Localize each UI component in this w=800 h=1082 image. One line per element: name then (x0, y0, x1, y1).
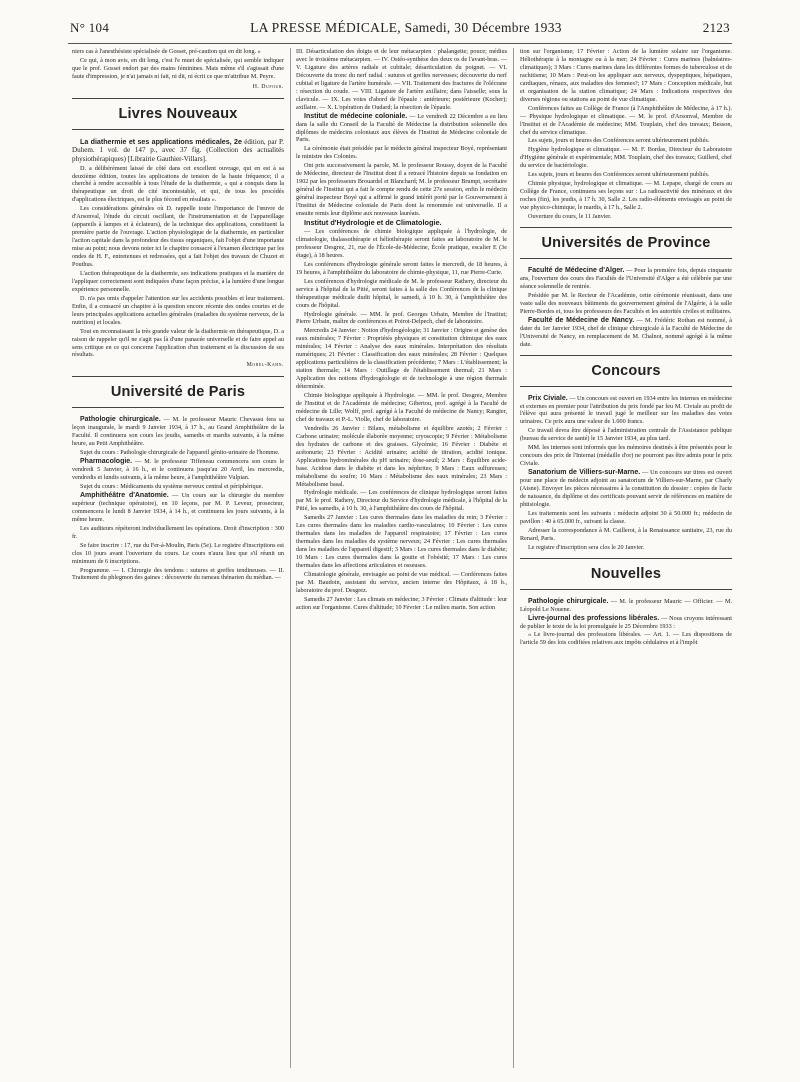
section-heading-paris: Université de Paris (72, 376, 284, 408)
masthead-title: LA PRESSE MÉDICALE, Samedi, 30 Décembre 1933 (250, 20, 562, 35)
header-rule (68, 43, 732, 44)
item-heading: Pathologie chirurgicale. (80, 416, 161, 424)
news-item (520, 317, 732, 349)
news-paragraph: La cérémonie était présidée par le médecin général inspecteur Boyé, représentant le ministre des Colonies. (296, 145, 507, 161)
news-item (72, 567, 284, 583)
item-heading: Livre-journal des professions libérales. (528, 614, 660, 622)
news-item (72, 416, 284, 448)
news-paragraph: Conférences faites au Collège de France (à l'Amphithéâtre de Médecine, à 17 h.). — Physique hydrologique et climatique. — M. le prof. d'Arsonval, Membre de l'Institut et de l'Académie de médecine; MM. Touplain, chef des travaux; Besson, chef du service climatique. (520, 104, 732, 136)
review-paragraph: Tout en reconnaissant la très grande valeur de la diathermie en thérapeutique, D. a raison de rappeler qu'il ne s'agit pas là d'une panacée universelle et de faire appel au sens critique en ce qui concerne l'application d'un traitement et la discussion de ses résultats. (72, 327, 284, 359)
news-item (520, 615, 732, 631)
section-heading-concours: Concours (520, 355, 732, 387)
item-text: — Un cours sur la chirurgie du membre supérieur (technique opératoire), en 10 leçons, par M. P. Leveur, prosecteur, commencera le lundi 8 Janvier 1934, à 14 h., et continuera les jours suivants, à la même heure. (72, 491, 284, 523)
news-item (520, 469, 732, 509)
item-text: — M. le professeur Mauric Chevassu fera sa leçon inaugurale, le mardi 9 Janvier 1934, à 17 h., au Grand Amphithéâtre de la Faculté. Il continuera son cours les jeudis, samedis et mardis suivants, à la même heure, au Petit Amphithéâtre. (72, 416, 284, 448)
item-text: — Nous croyons intéressant de publier le texte de la loi promulguée le 25 Décembre 1933 : (520, 614, 732, 630)
review-paragraph: Les considérations générales où D. rappelle toute l'importance de l'œuvre de d'Arsonval, l'étude du circuit oscillant, de l'instrumentation et de l'appareillage (appareils à lampes et à éclateurs), de la technique des applications, constituent la première partie de l'ouvrage. L'action physiologique de la diathermie, en particulier l'action capitale dans la profondeur des tissus organiques, fait l'objet d'une importante mise au point; nous devons noter ici le chapitre consacré à l'examen électrique par les ondes de H. F., entretenues et redressées, qui a fait l'objet des travaux de Chuzet et Pouthus. (72, 205, 284, 268)
news-item (520, 598, 732, 614)
column-3 (520, 48, 732, 1073)
news-paragraph: — Les conférences de chimie biologique appliquée à l'hydrologie, de climatologie, thalassothérapie et héliothérapie seront faites au laboratoire de M. le professeur Desgrez, 21, rue de l'École-de-Médecine, École pratique, escalier E (3e étage), à 18 heures. (296, 227, 507, 259)
item-text: — Un concours sur titres est ouvert pour une place de médecin adjoint au sanatorium de Villiers-sur-Marne, par Charly (Aisne). Envoyer les pièces nécessaires à la constitution du dossier : copies de l'acte de naissance, du diplôme et des certificats pouvant servir de références en matière de phtisiologie. (520, 469, 732, 508)
news-paragraph: Chimie physique, hydrologique et climatique. — M. Lepape, chargé de cours au Collège de France, continuera ses leçons sur : La radioactivité des minéraux et des roches (fin), les jeudis, à 17 h. 30, Salle 2. Les radio-éléments envisagés au point de vue physico-chimique, le mardis, à 17 h., Salle 2. (520, 180, 732, 212)
item-heading: Faculté de Médecine de Nancy. (528, 316, 635, 324)
item-heading: Pathologie chirurgicale. (528, 597, 609, 605)
book-info: édition, par P. Duhem. 1 vol. de 147 p., avec 37 fig. (Collection des actualités physiothérapiques) [Librairie Gauthier-Villars]. (72, 137, 284, 163)
page-number: 2123 (702, 20, 730, 35)
news-paragraph: Samedis 27 Janvier : Les cures thermales dans les maladies du rein; 3 Février : Les cures thermales dans les maladies cardio-vasculaires; 10 Février : Les cures thermales dans les maladies de l'appareil respiratoire; 17 Février : Les cures thermales dans les maladies du système nerveux; 24 Février : Les cures thermales dans les maladies de l'appareil digestif; 3 Mars : Les cures thermales dans le diabète; 10 Mars : Les cures thermales dans la goutte et l'obésité; 17 Mars : Les cures thermales dans les affections articulaires et osseuses. (296, 514, 507, 570)
column-2 (296, 48, 507, 1073)
column-separator (290, 48, 291, 1068)
news-item (72, 483, 284, 491)
item-heading: Prix Civiale. (528, 394, 568, 402)
section-heading-province: Universités de Province (520, 227, 732, 259)
item-text: — M. le professeur Tiffeneau commencera son cours le vendredi 5 Janvier, à 16 h., et le continuera jusqu'au 20 Avril, les mercredis, vendredis et lundis suivants, à la même heure, à l'amphithéâtre Vulpian. (72, 458, 284, 482)
news-paragraph: Les conférences d'hydrologie générale seront faites le mercredi, de 18 heures, à 19 heures, à l'amphithéâtre du laboratoire de chimie-physique, 11, rue Pierre-Curie. (296, 260, 507, 276)
news-paragraph: Présidée par M. le Recteur de l'Académie, cette cérémonie réunissait, dans une vaste salle des nouveaux bâtiments du gouvernement général de l'Algérie, à la salle Pierre-Bordes et, tous les professeurs des Facultés et les autorités civiles et militaires. (520, 291, 732, 315)
news-paragraph: Ont pris successivement la parole, M. le professeur Roussy, doyen de la Faculté de Médecine, directeur de l'Institut dont il a retracé l'histoire depuis sa fondation en 1902 par les professeurs Brouardel et Blanchard; M. le professeur Brumpt, secrétaire général de l'Institut qui a fait le compte rendu de cette 27e session, enfin le médecin général inspecteur Boyé qui a affirmé le grand intérêt porté par le Gouvernement à l'Institut de Médecine coloniale de Paris dont la renommée est universelle. Il a ensuite remis leur diplôme aux nouveaux lauréats. (296, 162, 507, 218)
news-paragraph: Les traitements sont les suivants : médecin adjoint 30 à 50.000 fr.; médecin de pavillon : 40 à 65.000 fr., suivant la classe. (520, 509, 732, 525)
signature: H. Dufour. (252, 83, 284, 90)
book-title-text: La diathermie et ses applications médicales, 2e (80, 137, 242, 146)
section-heading-livres: Livres Nouveaux (72, 98, 284, 130)
item-text: — M. Frédéric Rothan est nommé, à dater du 1er Janvier 1934, chef de clinique chirurgicale à la Faculté de Médecine de l'Université de Nancy, en remplacement de M. Chalnot, nommé agrégé à la même date. (520, 316, 732, 348)
item-heading: Sanatorium de Villiers-sur-Marne. (528, 469, 641, 477)
continued-paragraph: tion sur l'organisme; 17 Février : Action de la lumière solaire sur l'organisme. Héliothérapie à la montagne ou à la mer; 24 Février : Cures marines (balnéaires-climatiques); 3 Mars : Cures marines dans les différentes formes de tuberculose et de rachitisme; 10 Mars : Peut-on les appliquer aux nerveux, dyspeptiques, hépatiques, cardiaques, rénaux, aux maladies des femmes?; 17 Mars : Conception médicale, but et organisation de la station climatique; 24 Mars : Indications respectives des diverses régions ou stations au point de vue climatique. (520, 48, 732, 103)
news-item (72, 525, 284, 541)
continued-paragraph: III. Désarticulation des doigts et de leur métacarpien : phalangette; pouce; médius avec le troisième métacarpien. — IV. Ostéo-synthèse des deux os de l'avant-bras. — V. Ligature des artères radiale et cubitale; désarticulation du poignet. — VI. Découverte du tronc du nerf radial : sutures et greffes nerveuses; découverte du nerf cubital et ligature de l'artère humérale. — VII. Traitement des fractures de l'olécrane : résection du coude. — VIII. Ligature de l'artère axillaire; dans l'aisselle; sous la clavicule. — IX. Les voies d'abord de l'épaule : antérieure; postérieure (Kocher); axillaire. — X. L'opération de Oudard; la résection de l'épaule. (296, 48, 507, 111)
news-paragraph: Les sujets, jours et heures des Conférences seront ultérieurement publiés. (528, 137, 710, 145)
review-paragraph: D. n'a pas omis d'appeler l'attention sur les accidents possibles et leur traitement. Enfin, il a consacré un chapitre à la question encore récente des ondes courtes et de leurs principales applications actuelles générales (maladies du système nerveux, de la nutrition) et locales. (72, 294, 284, 326)
news-item (72, 492, 284, 524)
news-paragraph: Mercredis 24 Janvier : Notion d'hydrogéologie; 31 Janvier : Origine et genèse des eaux minérales; 7 Février : Propriétés physiques et constitution chimique des eaux minérales; 14 Février : Analyse des eaux minérales. Interprétation des résultats numériques; 21 Février : Classification des eaux minérales; 28 Février : Quelques applications particulières de la classification précédente; 7 Mars : L'établissement; la station thermale; 14 Mars : Outillage de l'établissement thermal; 21 Mars : Application des notions d'hydrogéologie et de technologie à une région thermale déterminée. (296, 327, 507, 391)
issue-number: N° 104 (70, 20, 110, 35)
news-paragraph: Hygiène hydrologique et climatique. — M. F. Bordas, Directeur du Laboratoire d'Hygiène générale et expérimentale; MM. Touplain, chef des travaux; Guillerd, chef du service de bactériologie. (520, 146, 732, 170)
news-paragraph: Ce travail devra être déposé à l'administration centrale de l'Assistance publique (bureau du service de santé) le 15 Janvier 1934, au plus tard. (520, 427, 732, 443)
item-text: — Un concours est ouvert en 1934 entre les internes en médecine et externes en premier pour l'attribution du prix fondé par feu M. Civiale au profit de l'élève qui aura présenté le travail jugé le meilleur sur les maladies des voies urinaires. Ce prix aura une valeur de 1.000 francs. (520, 394, 732, 426)
news-item (72, 542, 284, 566)
news-paragraph: Les conférences d'hydrologie médicale de M. le professeur Rathery, directeur du service à l'hôpital de la Pitié, seront faites à la salle des Conférences de la clinique thérapeutique médicale dudit hôpital, le samedi, à 10 h. 30, à l'amphithéâtre des cours de l'hôpital. (296, 277, 507, 309)
book-title (72, 138, 284, 164)
news-paragraph: Le registre d'inscription sera clos le 20 Janvier. (528, 543, 645, 551)
news-paragraph: Vendredis 26 Janvier : Bilans, métabolisme et équilibre azotés; 2 Février : Carbone urinaire; molécule élaborée moyenne; cryoscopie; 9 Février : Métabolisme des hydrates de carbone et des graisses. Glycémie; 16 Février : Diabète et acétonurie; 23 Février : Acidité urinaire; acidité de titration, acidité ionique. Applications hydrominérales du pH urinaire; dose-seuil; 2 Mars : Équilibre acide-base. Acidose dans le diabète et dans les néphrites; 9 Mars : Eaux sulfureuses; métabolisme du soufre; 16 Mars : Métabolisme des eaux minérales; 23 Mars : Métabolisme basal. (296, 424, 507, 488)
item-text: Sujet du cours : Pathologie chirurgicale de l'appareil génito-urinaire de l'homme. (80, 449, 280, 457)
news-paragraph: Samedis 27 Janvier : Les climats en médecine; 3 Février : Climats d'altitude : leur action sur l'organisme. Cures d'altitude; 10 Février : Le milieu marin. Son action (296, 595, 507, 611)
review-paragraph: L'action thérapeutique de la diathermie, ses indications pratiques et la manière de l'appliquer correctement sont indiquées d'une façon précise, à la lumière d'une longue expérience personnelle. (72, 269, 284, 293)
news-paragraph: Climatologie générale, envisagée au point de vue médical. — Conférences faites par M. Baudoin, assistant du service, ancien interne des Hôpitaux, à 18 h., laboratoire du prof. Desgrez. (296, 571, 507, 594)
news-paragraph: « Le livre-journal des professions libérales. — Art. 1. — Les dispositions de l'article 59 des lois codifiées relatives aux impôts cédulaires et à l'impôt (520, 631, 732, 647)
page-header (70, 20, 730, 40)
news-item (72, 449, 284, 457)
column-1 (72, 48, 284, 1073)
news-item (296, 113, 507, 145)
news-paragraph: Adresser la correspondance à M. Caillerot, à la Renaissance sanitaire, 23, rue du Renard, Paris. (520, 526, 732, 542)
column-separator (513, 48, 514, 1068)
item-text: Sujet du cours : Médicaments du système nerveux central et périphérique. (80, 483, 263, 490)
review-paragraph: D. a délibérément laissé de côté dans cet excellent ouvrage, qui en est à sa deuxième édition, toutes les applications de tension de la haute fréquence; il a cherché à rendre accessible à tous l'étude de la diathermie, « qui a conquis dans la thérapeutique un droit de cité incontestable, et qui, de tous les procédés d'applications électriques, est le plus fécond en résultats ». (72, 164, 284, 204)
item-heading: Amphithéâtre d'Anatomie. (80, 491, 169, 499)
item-text: Se faire inscrire : 17, rue du Fer-à-Moulin, Paris (5e). Le registre d'inscriptions est clos 10 jours avant l'ouverture du cours. Le cours n'aura lieu que s'il réunit un minimum de 6 inscriptions. (72, 541, 284, 565)
item-text: Programme. — I. Chirurgie des tendons : sutures et greffes tendineuses. — II. Traitement du phlegmon des gaines : découverte du rameau thénarien du médian. — (72, 566, 284, 582)
news-item (520, 267, 732, 291)
news-paragraph: Hydrologie générale. — MM. le prof. Georges Urbain, Membre de l'Institut; Pierre Urbain, maître de conférences et Poirot-Delpech, chef de laboratoire. (296, 310, 507, 326)
section-heading-nouvelles: Nouvelles (520, 558, 732, 590)
item-heading: Faculté de Médecine d'Alger. (528, 267, 625, 275)
news-paragraph: Les sujets, jours et heures des Conférences seront ultérieurement publiés. (528, 171, 710, 179)
signature: Morel-Kahn. (246, 362, 284, 369)
item-text: — M. le professeur Mauric — Officier. — M. Léopold Le Nouene. (520, 597, 732, 613)
item-heading: Pharmacologie. (80, 458, 133, 466)
item-heading: Institut de médecine coloniale. (304, 112, 408, 120)
news-item (72, 458, 284, 482)
item-text: — Le vendredi 22 Décembre a eu lieu dans la salle du Conseil de la Faculté de Médecine la distribution solennelle des diplômes de médecins coloniaux aux élèves de l'Institut de Médecine coloniale de Paris. (296, 112, 507, 144)
intro-paragraph: Ce qui, à mon avis, en dit long, c'est l'e muet de spécialisée, qui semble indiquer que le prof. Gosset endort par des mains féminines. Mais même s'il s'agissait d'une faute d'impression, je n'ai jamais ni fait, ni dit, ni écrit ce que m'attribue M. Peyre. (72, 56, 284, 80)
intro-paragraph: niers cas à l'anesthésiste spécialisée de Gosset, pré-caution qui en dit long. » (72, 48, 261, 55)
item-text: Les auditeurs répéteront individuellement les opérations. Droit d'inscription : 300 fr. (72, 524, 284, 540)
news-paragraph: Chimie biologique appliquée à l'hydrologie. — MM. le prof. Desgrez, Membre de l'Institut et de l'Académie de médecine; Gibertou, prof. agrégé à la Faculté de médecine de Lille; Wolff, prof. agrégé à la Faculté de médecine de Nancy; Rangier, chef de travaux et P.-L. Violle, chef de laboratoire. (296, 392, 507, 423)
item-text: — Pour la première fois, depuis cinquante ans, l'ouverture des cours des Facultés de l'Université d'Alger a été célébrée par une séance solennelle de rentrée. (520, 267, 732, 290)
news-paragraph: MM. les internes sont informés que les mémoires destinés à être présentés pour le concours des prix de l'Internat (médaille d'or) ne pourront pas être admis pour le prix Civiale. (520, 444, 732, 468)
news-paragraph: Ouverture du cours, le 11 Janvier. (528, 213, 612, 221)
news-item (520, 395, 732, 427)
item-heading: Institut d'Hydrologie et de Climatologie. (304, 218, 442, 228)
news-paragraph: Hydrologie médicale. — Les conférences de clinique hydrologique seront faites par M. le prof. Rathery, Directeur du Service d'hydrologie médicale, à l'hôpital de la Pitié, les samedis, à 10 h. 30, à l'amphithéâtre des cours de l'hôpital. (296, 489, 507, 513)
